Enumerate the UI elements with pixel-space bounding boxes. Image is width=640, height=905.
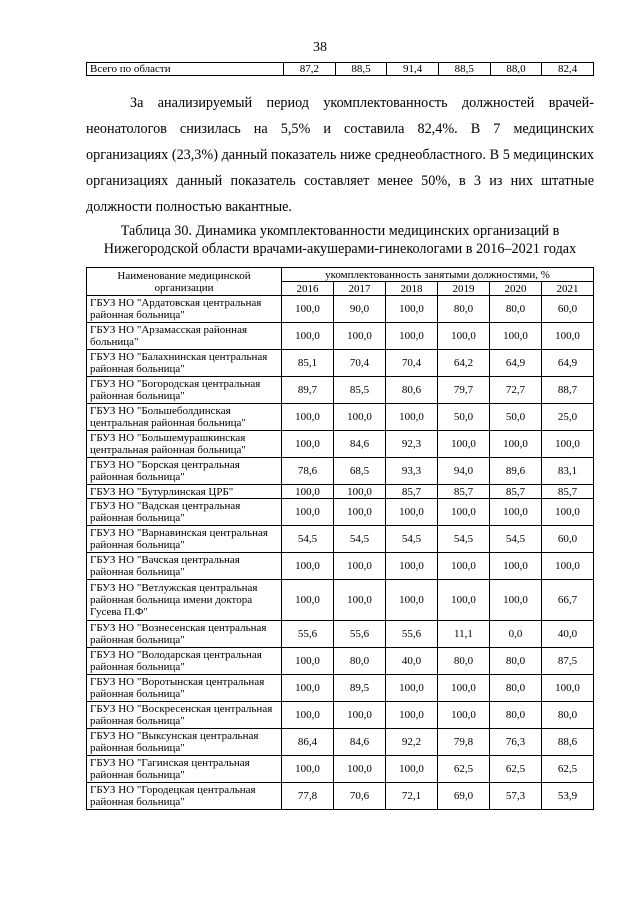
value-cell: 100,0 [282,404,334,431]
value-cell: 55,6 [334,621,386,648]
table-row [87,296,594,323]
staffing-table [86,267,594,810]
value-cell: 68,5 [334,458,386,485]
value-cell: 100,0 [386,499,438,526]
value-cell: 100,0 [334,580,386,621]
summary-value: 88,0 [490,63,542,76]
value-cell: 80,6 [386,377,438,404]
value-cell: 84,6 [334,729,386,756]
value-cell: 92,3 [386,431,438,458]
value-cell: 100,0 [386,553,438,580]
value-cell: 100,0 [282,675,334,702]
value-cell: 60,0 [541,296,593,323]
value-cell: 100,0 [541,323,593,350]
value-cell: 53,9 [541,783,593,810]
value-cell: 89,6 [489,458,541,485]
org-name-cell: ГБУЗ НО "Большемурашкинская центральная районная больница" [87,431,282,458]
value-cell: 87,5 [541,648,593,675]
value-cell: 100,0 [334,756,386,783]
value-cell: 100,0 [282,648,334,675]
value-cell: 100,0 [282,296,334,323]
org-name-cell: ГБУЗ НО "Вадская центральная районная больница" [87,499,282,526]
value-cell: 89,5 [334,675,386,702]
org-name-cell: ГБУЗ НО "Городецкая центральная районная больница" [87,783,282,810]
org-name-cell: ГБУЗ НО "Воскресенская центральная районная больница" [87,702,282,729]
value-cell: 100,0 [437,702,489,729]
value-cell: 100,0 [489,499,541,526]
value-cell: 70,6 [334,783,386,810]
value-cell: 100,0 [282,323,334,350]
value-cell: 84,6 [334,431,386,458]
org-name-cell: ГБУЗ НО "Богородская центральная районная больница" [87,377,282,404]
value-cell: 100,0 [541,553,593,580]
year-header: 2018 [386,282,438,296]
value-cell: 100,0 [334,485,386,499]
org-name-cell: ГБУЗ НО "Борская центральная районная больница" [87,458,282,485]
org-name-cell: ГБУЗ НО "Балахнинская центральная районная больница" [87,350,282,377]
value-cell: 62,5 [437,756,489,783]
table-row [87,377,594,404]
org-name-cell: ГБУЗ НО "Бутурлинская ЦРБ" [87,485,282,499]
value-cell: 62,5 [541,756,593,783]
value-cell: 50,0 [489,404,541,431]
value-cell: 60,0 [541,526,593,553]
table-row [87,431,594,458]
value-cell: 100,0 [386,756,438,783]
table-body [87,296,594,810]
value-cell: 64,9 [489,350,541,377]
value-cell: 25,0 [541,404,593,431]
table-row [87,553,594,580]
summary-value: 91,4 [387,63,439,76]
org-name-cell: ГБУЗ НО "Вознесенская центральная районная больница" [87,621,282,648]
value-cell: 83,1 [541,458,593,485]
value-cell: 100,0 [541,499,593,526]
value-cell: 85,5 [334,377,386,404]
org-name-cell: ГБУЗ НО "Выксунская центральная районная больница" [87,729,282,756]
value-cell: 100,0 [386,702,438,729]
summary-value: 88,5 [335,63,387,76]
table-row [87,499,594,526]
value-cell: 77,8 [282,783,334,810]
value-cell: 100,0 [282,756,334,783]
value-cell: 80,0 [489,648,541,675]
value-cell: 54,5 [334,526,386,553]
summary-table [86,62,594,76]
value-cell: 70,4 [386,350,438,377]
value-cell: 11,1 [437,621,489,648]
value-cell: 89,7 [282,377,334,404]
value-cell: 100,0 [437,431,489,458]
value-column-header: укомплектованность занятыми должностями, % [282,268,594,282]
value-cell: 94,0 [437,458,489,485]
summary-value: 87,2 [284,63,336,76]
value-cell: 100,0 [282,431,334,458]
table-row [87,675,594,702]
value-cell: 100,0 [334,499,386,526]
table-caption: Таблица 30. Динамика укомплектованности медицинских организаций в Нижегородской области врачами-акушерами-гинекологами в 2016–2021 годах [103,223,577,257]
value-cell: 78,6 [282,458,334,485]
value-cell: 92,2 [386,729,438,756]
value-cell: 62,5 [489,756,541,783]
value-cell: 86,4 [282,729,334,756]
org-column-header: Наименование медицинской организации [87,268,282,296]
org-name-cell: ГБУЗ НО "Ардатовская центральная районная больница" [87,296,282,323]
table-row [87,485,594,499]
value-cell: 54,5 [386,526,438,553]
body-paragraph: За анализируемый период укомплектованность должностей врачей-неонатологов снизилась на 5,5% и составила 82,4%. В 7 медицинских организациях (23,3%) данный показатель ниже среднеобластного. В 5 медицинских организациях данный показатель составляет менее 50%, в 3 из них штатные должности полностью вакантные. [86,95,594,215]
year-header: 2021 [541,282,593,296]
value-cell: 79,7 [437,377,489,404]
table-row [87,621,594,648]
value-cell: 90,0 [334,296,386,323]
value-cell: 55,6 [282,621,334,648]
value-cell: 40,0 [541,621,593,648]
table-row [87,526,594,553]
value-cell: 100,0 [282,485,334,499]
value-cell: 64,9 [541,350,593,377]
table-row [87,756,594,783]
table-row [87,323,594,350]
value-cell: 100,0 [386,675,438,702]
value-cell: 70,4 [334,350,386,377]
value-cell: 100,0 [334,404,386,431]
value-cell: 80,0 [489,702,541,729]
value-cell: 100,0 [541,675,593,702]
value-cell: 85,1 [282,350,334,377]
value-cell: 85,7 [437,485,489,499]
value-cell: 100,0 [386,296,438,323]
value-cell: 85,7 [489,485,541,499]
org-name-cell: ГБУЗ НО "Гагинская центральная районная больница" [87,756,282,783]
table-row [87,729,594,756]
table-header-row [87,268,594,282]
value-cell: 80,0 [489,296,541,323]
org-name-cell: ГБУЗ НО "Большеболдинская центральная районная больница" [87,404,282,431]
value-cell: 100,0 [386,404,438,431]
value-cell: 100,0 [541,431,593,458]
table-row [87,404,594,431]
org-name-cell: ГБУЗ НО "Варнавинская центральная районная больница" [87,526,282,553]
value-cell: 93,3 [386,458,438,485]
value-cell: 54,5 [489,526,541,553]
value-cell: 69,0 [437,783,489,810]
year-header: 2019 [437,282,489,296]
page-number: 38 [313,40,327,55]
summary-value: 88,5 [438,63,490,76]
value-cell: 66,7 [541,580,593,621]
value-cell: 50,0 [437,404,489,431]
value-cell: 100,0 [386,580,438,621]
value-cell: 100,0 [334,323,386,350]
value-cell: 85,7 [386,485,438,499]
value-cell: 79,8 [437,729,489,756]
table-row [87,458,594,485]
value-cell: 100,0 [282,580,334,621]
org-name-cell: ГБУЗ НО "Воротынская центральная районная больница" [87,675,282,702]
table-row [87,783,594,810]
value-cell: 54,5 [282,526,334,553]
value-cell: 64,2 [437,350,489,377]
value-cell: 100,0 [437,580,489,621]
value-cell: 55,6 [386,621,438,648]
value-cell: 100,0 [489,553,541,580]
value-cell: 80,0 [334,648,386,675]
value-cell: 85,7 [541,485,593,499]
value-cell: 100,0 [282,702,334,729]
value-cell: 100,0 [489,431,541,458]
value-cell: 72,1 [386,783,438,810]
value-cell: 80,0 [489,675,541,702]
year-header: 2020 [489,282,541,296]
value-cell: 76,3 [489,729,541,756]
value-cell: 40,0 [386,648,438,675]
value-cell: 100,0 [282,553,334,580]
value-cell: 80,0 [437,296,489,323]
value-cell: 54,5 [437,526,489,553]
value-cell: 88,7 [541,377,593,404]
table-row [87,350,594,377]
value-cell: 100,0 [489,580,541,621]
value-cell: 0,0 [489,621,541,648]
value-cell: 100,0 [437,553,489,580]
table-row [87,648,594,675]
value-cell: 80,0 [541,702,593,729]
year-header: 2017 [334,282,386,296]
summary-row [87,63,594,76]
summary-label: Всего по области [87,63,284,76]
org-name-cell: ГБУЗ НО "Вачская центральная районная больница" [87,553,282,580]
value-cell: 100,0 [489,323,541,350]
value-cell: 57,3 [489,783,541,810]
year-header: 2016 [282,282,334,296]
value-cell: 88,6 [541,729,593,756]
value-cell: 100,0 [437,323,489,350]
table-row [87,702,594,729]
value-cell: 100,0 [437,675,489,702]
table-row [87,580,594,621]
value-cell: 80,0 [437,648,489,675]
value-cell: 100,0 [334,702,386,729]
value-cell: 100,0 [282,499,334,526]
value-cell: 100,0 [386,323,438,350]
org-name-cell: ГБУЗ НО "Ветлужская центральная районная больница имени доктора Гусева П.Ф" [87,580,282,621]
value-cell: 72,7 [489,377,541,404]
value-cell: 100,0 [437,499,489,526]
value-cell: 100,0 [334,553,386,580]
org-name-cell: ГБУЗ НО "Володарская центральная районная больница" [87,648,282,675]
org-name-cell: ГБУЗ НО "Арзамасская районная больница" [87,323,282,350]
summary-value: 82,4 [542,63,594,76]
